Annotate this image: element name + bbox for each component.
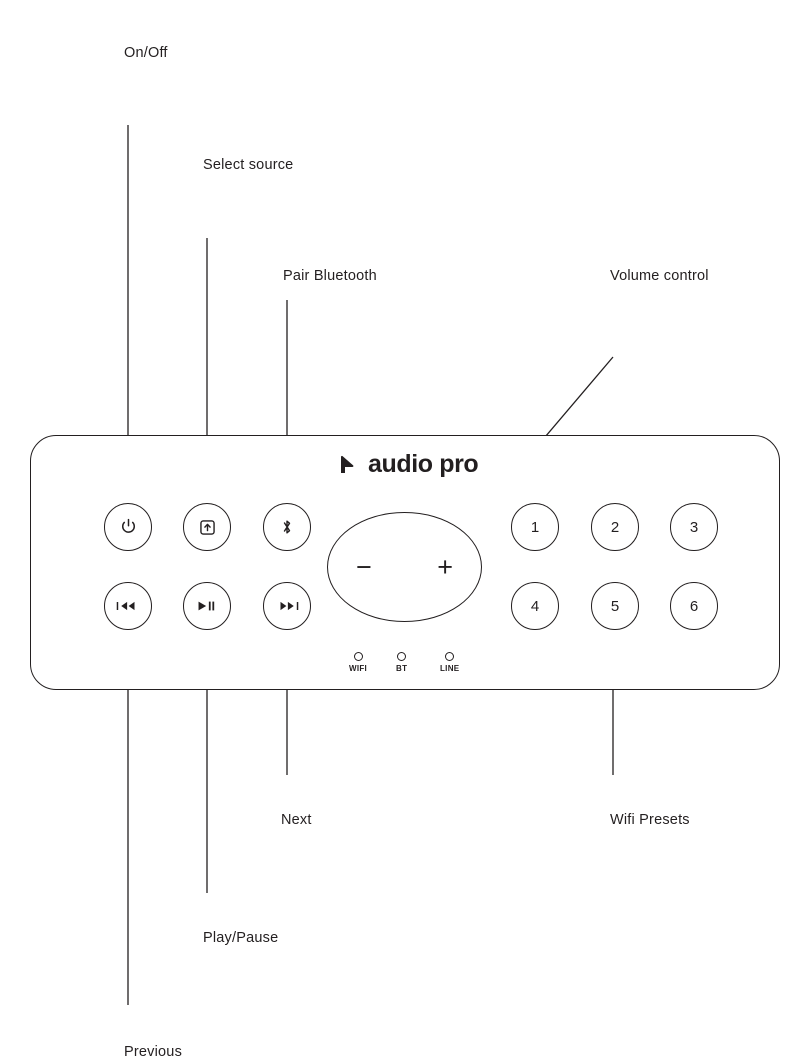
brand-logo [340,452,478,477]
led-dot-wifi-icon [354,652,363,661]
preset-button-4[interactable] [511,582,559,630]
indicator-label-wifi: WIFI [349,664,368,673]
callout-label-pair-bluetooth: Pair Bluetooth [283,268,377,284]
audio-pro-logo-icon [340,455,361,474]
source-share-icon [197,517,218,538]
preset-label-5: 5 [610,597,620,615]
callout-label-previous: Previous [124,1044,183,1060]
callout-label-select-source: Select source [203,157,294,173]
previous-track-icon [115,599,141,613]
indicator-line [440,652,459,673]
led-dot-line-icon [445,652,454,661]
preset-label-6: 6 [689,597,699,615]
power-icon [118,517,139,538]
preset-label-3: 3 [689,518,699,536]
callout-label-wifi-presets: Wifi Presets [610,812,690,828]
preset-button-6[interactable] [670,582,718,630]
preset-button-2[interactable] [591,503,639,551]
preset-label-4: 4 [530,597,540,615]
next-track-icon [274,599,300,613]
brand-name: audio pro [368,450,479,478]
volume-control-dial[interactable] [327,512,482,622]
select-source-button[interactable] [183,503,231,551]
callout-label-on-off: On/Off [124,45,168,61]
indicator-label-bt: BT [396,664,408,673]
callout-label-volume-control: Volume control [610,268,709,284]
preset-label-1: 1 [530,518,540,536]
indicator-wifi [349,652,367,673]
play-pause-icon [196,599,218,613]
volume-minus-label[interactable]: − [356,551,372,582]
bluetooth-icon [277,517,297,537]
preset-button-5[interactable] [591,582,639,630]
play-pause-button[interactable] [183,582,231,630]
led-dot-bt-icon [397,652,406,661]
callout-label-next: Next [281,812,312,828]
previous-button[interactable] [104,582,152,630]
indicator-label-line: LINE [440,664,460,673]
next-button[interactable] [263,582,311,630]
volume-plus-label[interactable]: + [437,551,453,582]
callout-label-play-pause: Play/Pause [203,930,279,946]
preset-label-2: 2 [610,518,620,536]
preset-button-1[interactable] [511,503,559,551]
pair-bluetooth-button[interactable] [263,503,311,551]
indicator-bt [396,652,407,673]
preset-button-3[interactable] [670,503,718,551]
power-button[interactable] [104,503,152,551]
